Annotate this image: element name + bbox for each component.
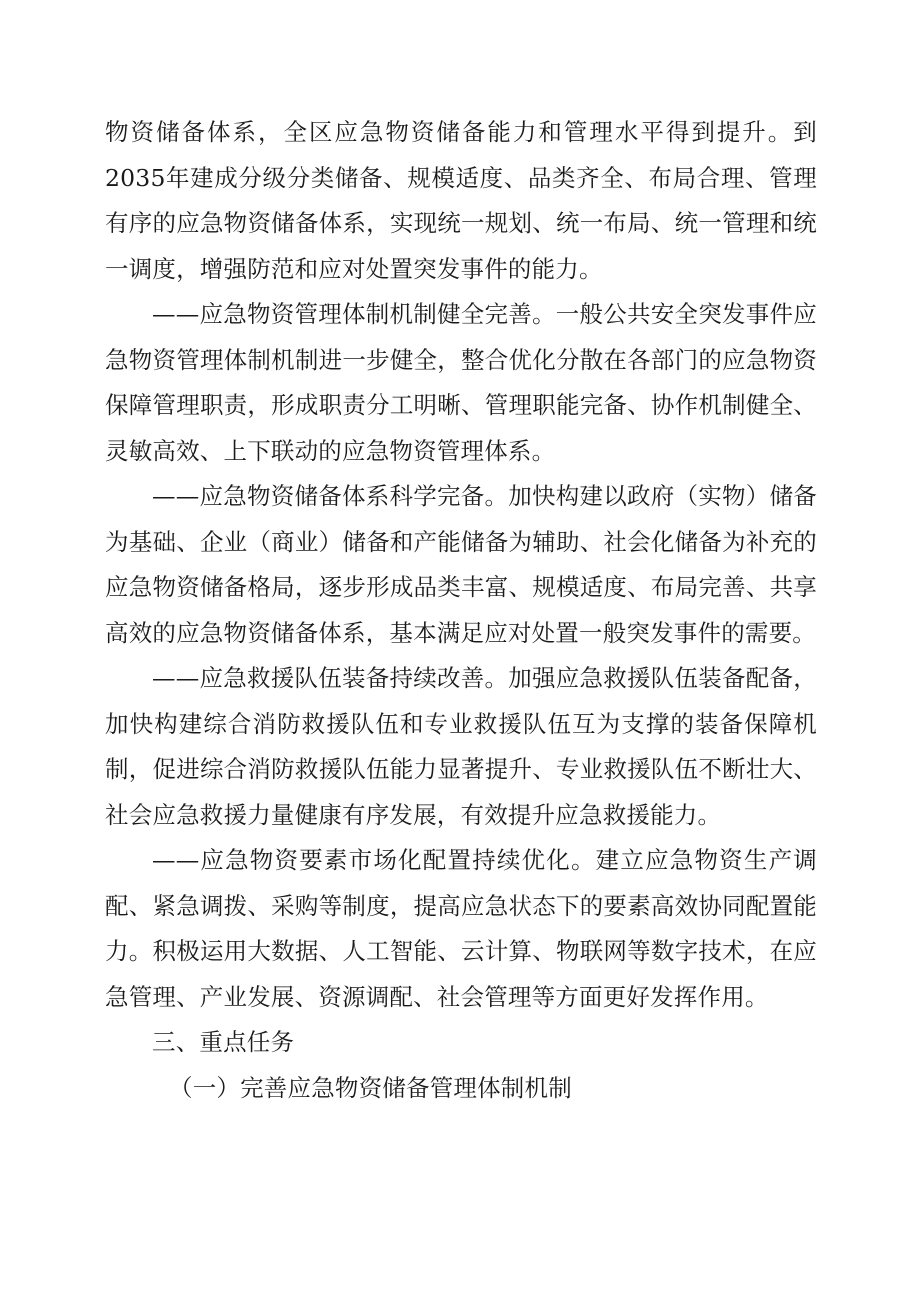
paragraph-continuation: 物资储备体系，全区应急物资储备能力和管理水平得到提升。到2035年建成分级分类储备、规模适度、品类齐全、布局合理、管理有序的应急物资储备体系，实现统一规划、统一布局、统一管理和统一调度，增强防范和应对处置突发事件的能力。 [105, 118, 817, 283]
subsection-heading: （一）完善应急物资储备管理体制机制 [169, 1073, 572, 1102]
section-heading: 三、重点任务 [152, 1028, 295, 1056]
document-body [105, 110, 817, 1111]
paragraph-management-system: ——应急物资管理体制机制健全完善。一般公共安全突发事件应急物资管理体制机制进一步健全，整合优化分散在各部门的应急物资保障管理职责，形成职责分工明晰、管理职能完备、协作机制健全、灵敏高效、上下联动的应急物资管理体系。 [105, 300, 817, 465]
paragraph-market-allocation: ——应急物资要素市场化配置持续优化。建立应急物资生产调配、紧急调拨、采购等制度，提高应急状态下的要素高效协同配置能力。积极运用大数据、人工智能、云计算、物联网等数字技术，在应急管理、产业发展、资源调配、社会管理等方面更好发挥作用。 [105, 846, 817, 1011]
paragraph-reserve-system: ——应急物资储备体系科学完备。加快构建以政府（实物）储备为基础、企业（商业）储备和产能储备为辅助、社会化储备为补充的应急物资储备格局，逐步形成品类丰富、规模适度、布局完善、共享高效的应急物资储备体系，基本满足应对处置一般突发事件的需要。 [105, 482, 817, 647]
paragraph-rescue-equipment: ——应急救援队伍装备持续改善。加强应急救援队伍装备配备，加快构建综合消防救援队伍和专业救援队伍互为支撑的装备保障机制，促进综合消防救援队伍能力显著提升、专业救援队伍不断壮大、社会应急救援力量健康有序发展，有效提升应急救援能力。 [105, 664, 817, 829]
